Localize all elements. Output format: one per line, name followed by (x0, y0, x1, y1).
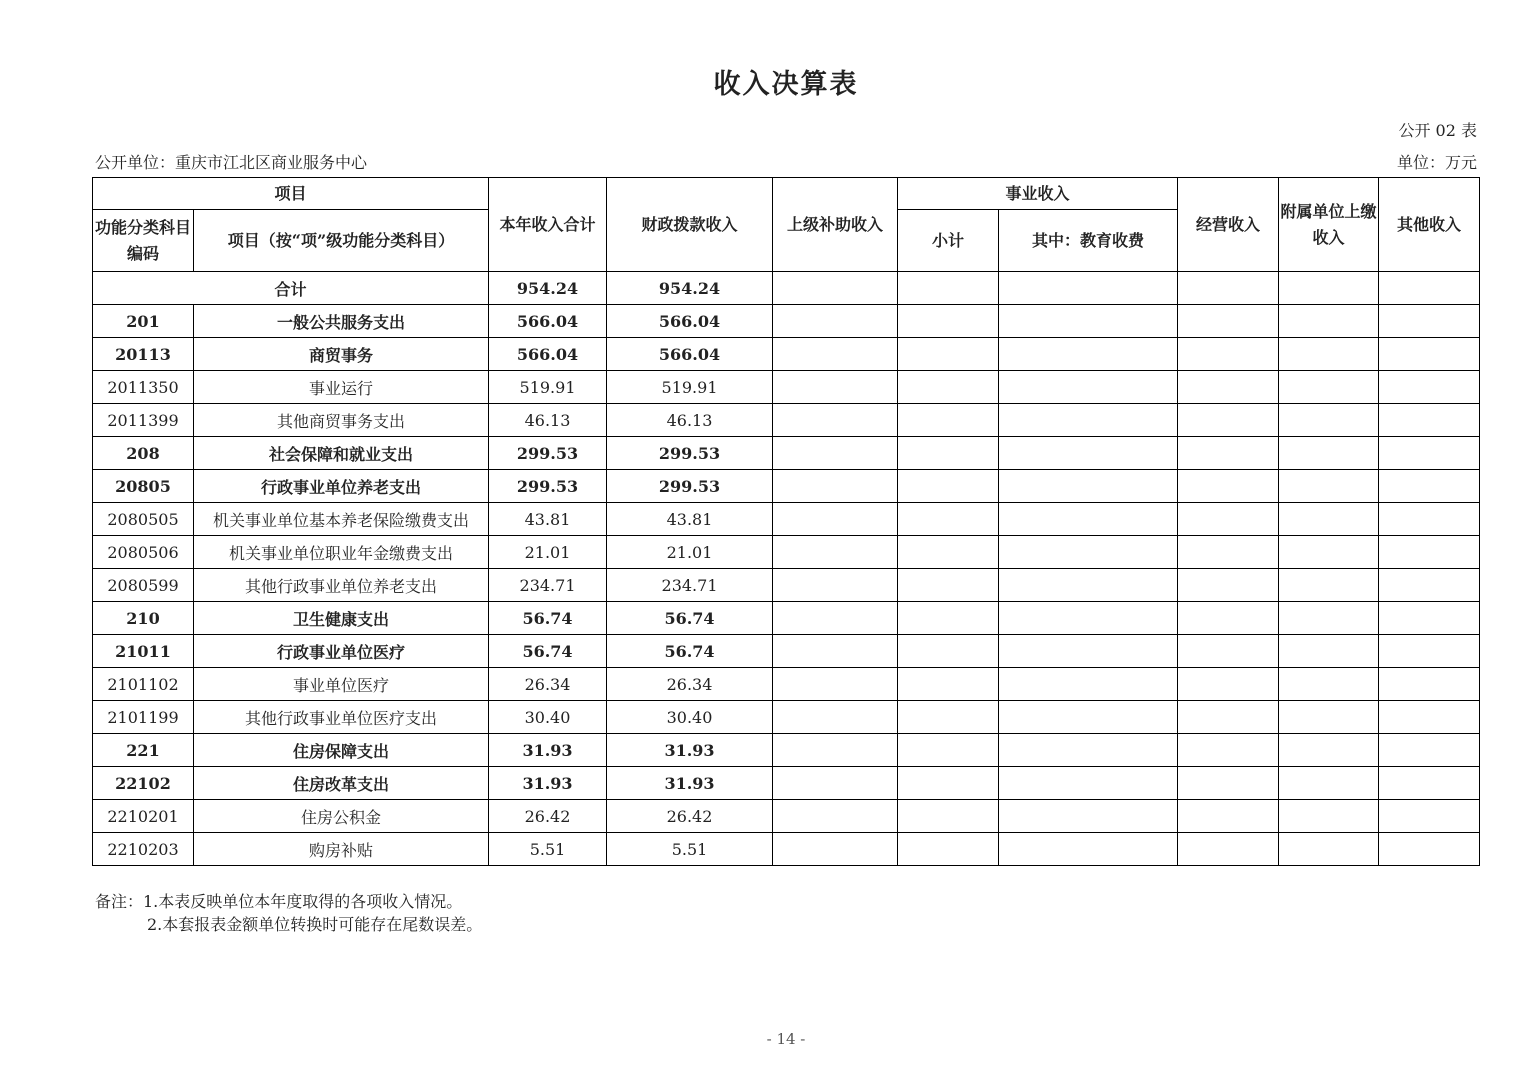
note-line-2: 2.本套报表金额单位转换时可能存在尾数误差。 (147, 915, 483, 934)
row-code: 20113 (93, 338, 194, 371)
row-total: 43.81 (489, 503, 607, 536)
empty-cell (1178, 503, 1279, 536)
empty-cell (773, 767, 898, 800)
empty-cell (1178, 404, 1279, 437)
row-total: 56.74 (489, 602, 607, 635)
empty-cell (999, 503, 1178, 536)
row-code: 2210201 (93, 800, 194, 833)
empty-cell (773, 338, 898, 371)
empty-cell (1178, 800, 1279, 833)
empty-cell (1379, 437, 1480, 470)
row-total: 299.53 (489, 470, 607, 503)
empty-cell (999, 668, 1178, 701)
empty-cell (1379, 536, 1480, 569)
empty-cell (1379, 602, 1480, 635)
empty-cell (1279, 767, 1379, 800)
empty-cell (1279, 536, 1379, 569)
empty-cell (999, 470, 1178, 503)
table-row (93, 734, 1480, 767)
empty-cell (1178, 767, 1279, 800)
empty-cell (898, 338, 999, 371)
row-fiscal: 566.04 (607, 305, 773, 338)
empty-cell (1379, 734, 1480, 767)
empty-cell (1178, 833, 1279, 866)
row-code: 20805 (93, 470, 194, 503)
table-row (93, 800, 1480, 833)
empty-cell (999, 536, 1178, 569)
empty-cell (1379, 635, 1480, 668)
empty-cell (999, 767, 1178, 800)
table-row (93, 305, 1480, 338)
empty-cell (1178, 668, 1279, 701)
table-row (93, 635, 1480, 668)
empty-cell (773, 305, 898, 338)
row-fiscal: 299.53 (607, 437, 773, 470)
row-name: 其他商贸事务支出 (194, 404, 489, 437)
empty-cell (898, 371, 999, 404)
empty-cell (1279, 668, 1379, 701)
empty-cell (1279, 635, 1379, 668)
row-name: 一般公共服务支出 (194, 305, 489, 338)
header-total: 本年收入合计 (489, 178, 607, 272)
empty-cell (773, 833, 898, 866)
row-name: 其他行政事业单位医疗支出 (194, 701, 489, 734)
row-name: 卫生健康支出 (194, 602, 489, 635)
empty-cell (1379, 470, 1480, 503)
empty-cell (773, 800, 898, 833)
row-fiscal: 31.93 (607, 767, 773, 800)
empty-cell (898, 569, 999, 602)
empty-cell (898, 701, 999, 734)
empty-cell (898, 602, 999, 635)
table-row (93, 701, 1480, 734)
total-label: 合计 (93, 272, 489, 305)
row-fiscal: 26.42 (607, 800, 773, 833)
empty-cell (898, 437, 999, 470)
empty-cell (1178, 470, 1279, 503)
header-other: 其他收入 (1379, 178, 1480, 272)
total-fiscal: 954.24 (607, 272, 773, 305)
header-subtotal: 小计 (898, 210, 999, 272)
empty-cell (773, 470, 898, 503)
empty-cell (1279, 602, 1379, 635)
table-row (93, 470, 1480, 503)
table-row (93, 338, 1480, 371)
empty-cell (1279, 701, 1379, 734)
empty-cell (773, 404, 898, 437)
row-name: 住房公积金 (194, 800, 489, 833)
table-row (93, 602, 1480, 635)
empty-cell (773, 503, 898, 536)
empty-cell (773, 602, 898, 635)
row-name: 社会保障和就业支出 (194, 437, 489, 470)
empty-cell (1178, 371, 1279, 404)
row-total: 56.74 (489, 635, 607, 668)
empty-cell (898, 536, 999, 569)
row-fiscal: 31.93 (607, 734, 773, 767)
empty-cell (898, 668, 999, 701)
row-total: 30.40 (489, 701, 607, 734)
empty-cell (1178, 734, 1279, 767)
empty-cell (773, 437, 898, 470)
total-row (93, 272, 1480, 305)
header-superior: 上级补助收入 (773, 178, 898, 272)
row-fiscal: 21.01 (607, 536, 773, 569)
row-total: 26.42 (489, 800, 607, 833)
row-total: 519.91 (489, 371, 607, 404)
row-fiscal: 46.13 (607, 404, 773, 437)
empty-cell (1379, 503, 1480, 536)
row-code: 208 (93, 437, 194, 470)
row-name: 事业单位医疗 (194, 668, 489, 701)
empty-cell (1279, 800, 1379, 833)
header-name: 项目（按“项”级功能分类科目） (194, 210, 489, 272)
row-name: 住房改革支出 (194, 767, 489, 800)
row-name: 行政事业单位养老支出 (194, 470, 489, 503)
income-table (92, 177, 1480, 866)
empty-cell (1379, 338, 1480, 371)
header-affiliated: 附属单位上缴收入 (1279, 178, 1379, 272)
header-education: 其中：教育收费 (999, 210, 1178, 272)
empty-cell (1279, 371, 1379, 404)
row-total: 21.01 (489, 536, 607, 569)
header-operating: 经营收入 (1178, 178, 1279, 272)
row-total: 5.51 (489, 833, 607, 866)
empty-cell (999, 404, 1178, 437)
total-amount: 954.24 (489, 272, 607, 305)
table-row (93, 833, 1480, 866)
row-fiscal: 30.40 (607, 701, 773, 734)
document-title: 收入决算表 (713, 69, 859, 100)
empty-cell (898, 734, 999, 767)
table-row (93, 668, 1480, 701)
empty-cell (1279, 338, 1379, 371)
row-fiscal: 5.51 (607, 833, 773, 866)
row-total: 234.71 (489, 569, 607, 602)
row-total: 46.13 (489, 404, 607, 437)
empty-cell (1178, 602, 1279, 635)
empty-cell (999, 635, 1178, 668)
form-number: 公开 02 表 (1398, 121, 1477, 140)
empty-cell (1178, 437, 1279, 470)
row-code: 2011399 (93, 404, 194, 437)
table-row (93, 767, 1480, 800)
empty-cell (898, 305, 999, 338)
empty-cell (898, 470, 999, 503)
empty-cell (773, 371, 898, 404)
header-project: 项目 (93, 178, 489, 210)
table-row (93, 404, 1480, 437)
empty-cell (898, 404, 999, 437)
empty-cell (999, 602, 1178, 635)
empty-cell (999, 569, 1178, 602)
row-name: 机关事业单位基本养老保险缴费支出 (194, 503, 489, 536)
row-code: 2080506 (93, 536, 194, 569)
notes (95, 890, 482, 936)
row-code: 2101199 (93, 701, 194, 734)
table-row (93, 437, 1480, 470)
empty-cell (1379, 833, 1480, 866)
row-code: 2080505 (93, 503, 194, 536)
row-code: 201 (93, 305, 194, 338)
row-name: 机关事业单位职业年金缴费支出 (194, 536, 489, 569)
row-code: 221 (93, 734, 194, 767)
empty-cell (1279, 470, 1379, 503)
header-business: 事业收入 (898, 178, 1178, 210)
page-number: - 14 - (766, 1030, 806, 1048)
empty-cell (1279, 437, 1379, 470)
row-code: 2210203 (93, 833, 194, 866)
row-fiscal: 299.53 (607, 470, 773, 503)
table-row (93, 503, 1480, 536)
row-fiscal: 566.04 (607, 338, 773, 371)
empty-cell (1279, 305, 1379, 338)
row-name: 行政事业单位医疗 (194, 635, 489, 668)
empty-cell (999, 371, 1178, 404)
row-code: 22102 (93, 767, 194, 800)
row-fiscal: 56.74 (607, 602, 773, 635)
empty-cell (1379, 767, 1480, 800)
row-total: 299.53 (489, 437, 607, 470)
empty-cell (1279, 833, 1379, 866)
empty-cell (1178, 635, 1279, 668)
row-name: 购房补贴 (194, 833, 489, 866)
empty-cell (999, 437, 1178, 470)
empty-cell (999, 833, 1178, 866)
empty-cell (1279, 569, 1379, 602)
header-code: 功能分类科目编码 (93, 210, 194, 272)
row-code: 2080599 (93, 569, 194, 602)
empty-cell (1178, 305, 1279, 338)
currency-unit: 单位：万元 (1396, 153, 1477, 172)
row-fiscal: 234.71 (607, 569, 773, 602)
empty-cell (1379, 668, 1480, 701)
row-fiscal: 56.74 (607, 635, 773, 668)
row-code: 210 (93, 602, 194, 635)
empty-cell (1379, 569, 1480, 602)
row-total: 566.04 (489, 338, 607, 371)
row-code: 2101102 (93, 668, 194, 701)
empty-cell (1379, 701, 1480, 734)
row-total: 566.04 (489, 305, 607, 338)
row-fiscal: 26.34 (607, 668, 773, 701)
empty-cell (1178, 701, 1279, 734)
empty-cell (773, 635, 898, 668)
empty-cell (773, 536, 898, 569)
row-name: 商贸事务 (194, 338, 489, 371)
empty-cell (1379, 371, 1480, 404)
row-total: 26.34 (489, 668, 607, 701)
table-row (93, 569, 1480, 602)
empty-cell (898, 833, 999, 866)
reporting-unit: 公开单位：重庆市江北区商业服务中心 (95, 153, 368, 172)
empty-cell (773, 734, 898, 767)
empty-cell (898, 767, 999, 800)
row-total: 31.93 (489, 734, 607, 767)
empty-cell (999, 338, 1178, 371)
row-code: 2011350 (93, 371, 194, 404)
empty-cell (1279, 404, 1379, 437)
empty-cell (1379, 404, 1480, 437)
row-total: 31.93 (489, 767, 607, 800)
empty-cell (773, 569, 898, 602)
empty-cell (1178, 536, 1279, 569)
table-row (93, 371, 1480, 404)
row-fiscal: 519.91 (607, 371, 773, 404)
row-name: 其他行政事业单位养老支出 (194, 569, 489, 602)
table-row (93, 536, 1480, 569)
empty-cell (773, 668, 898, 701)
empty-cell (1379, 305, 1480, 338)
empty-cell (898, 800, 999, 833)
empty-cell (773, 701, 898, 734)
empty-cell (1178, 338, 1279, 371)
empty-cell (1279, 503, 1379, 536)
note-line-1: 备注：1.本表反映单位本年度取得的各项收入情况。 (95, 892, 463, 911)
row-name: 住房保障支出 (194, 734, 489, 767)
row-name: 事业运行 (194, 371, 489, 404)
empty-cell (898, 503, 999, 536)
empty-cell (999, 701, 1178, 734)
empty-cell (999, 734, 1178, 767)
header-fiscal: 财政拨款收入 (607, 178, 773, 272)
row-code: 21011 (93, 635, 194, 668)
empty-cell (1379, 800, 1480, 833)
empty-cell (999, 305, 1178, 338)
empty-cell (1178, 569, 1279, 602)
empty-cell (1279, 734, 1379, 767)
row-fiscal: 43.81 (607, 503, 773, 536)
empty-cell (999, 800, 1178, 833)
empty-cell (898, 635, 999, 668)
